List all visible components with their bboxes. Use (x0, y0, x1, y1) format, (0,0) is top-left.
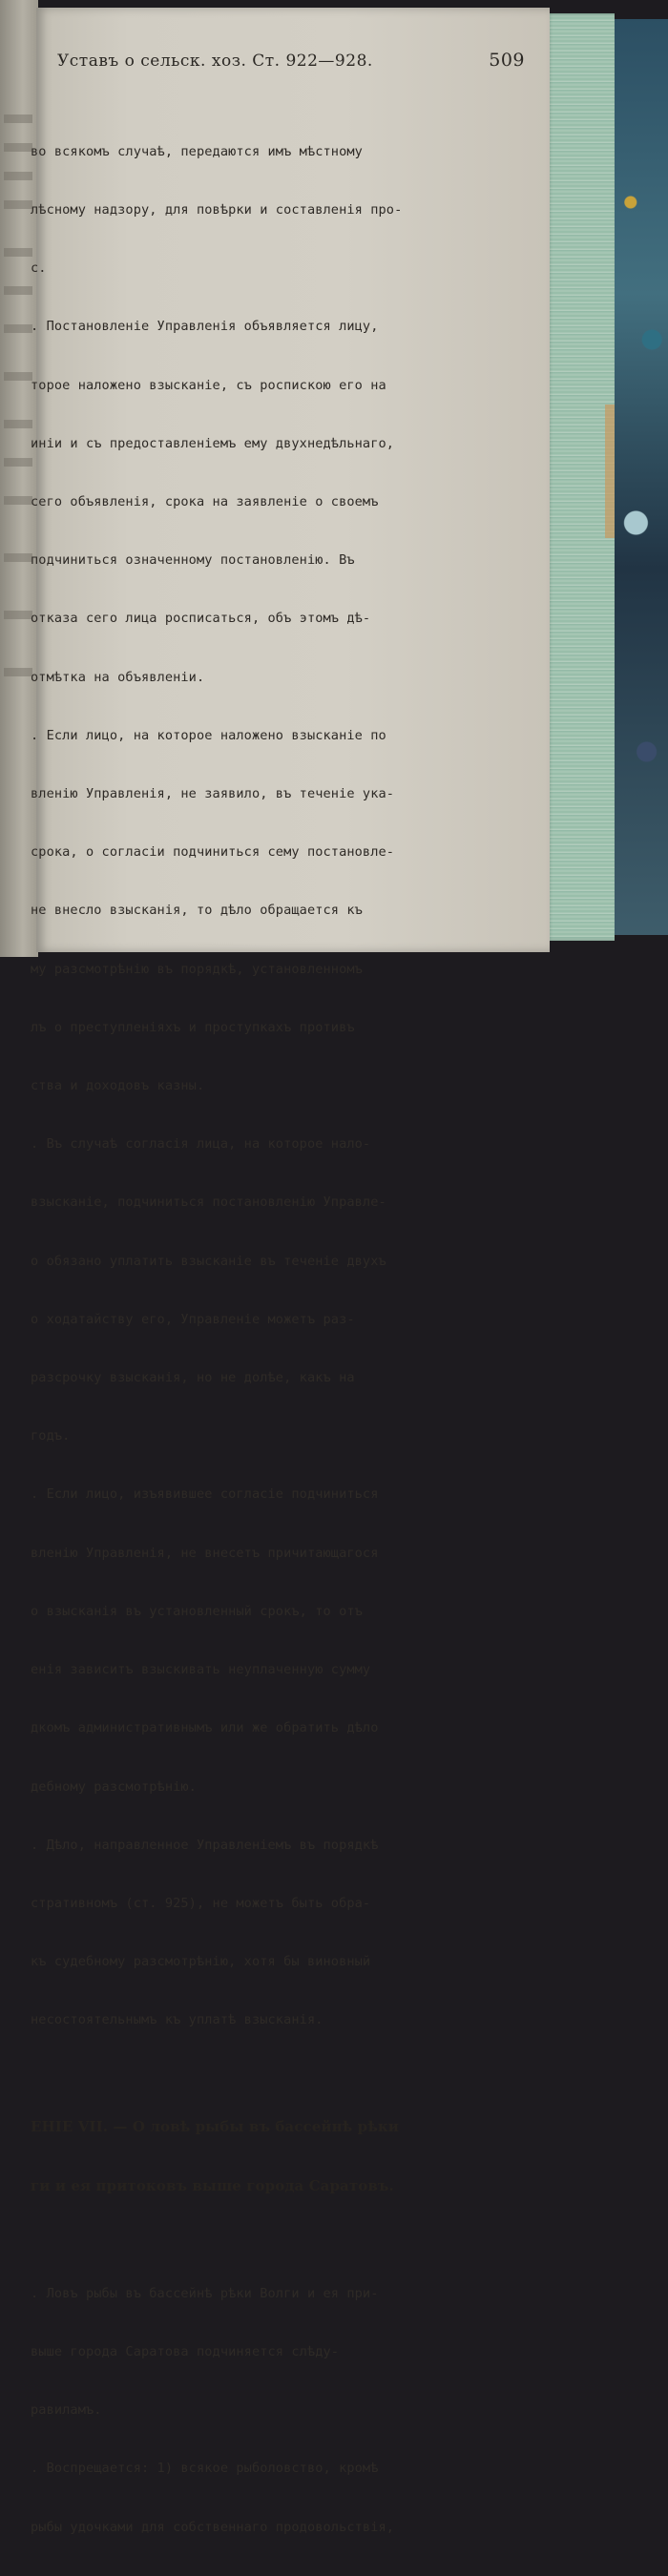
text-line: . Дѣло, направленное Управленіемъ въ порядкѣ (31, 1837, 379, 1853)
text-line: подчиниться означенному постановленію. Въ (31, 552, 355, 569)
text-line: вленію Управленія, не внесетъ причитающагося (31, 1545, 379, 1561)
text-line: торое наложено взысканіе, съ роспискою его на (31, 377, 386, 393)
section-heading: ги и ея притоковъ выше города Саратовъ. (31, 2177, 394, 2195)
text-line: . Постановленіе Управленія объявляется лицу, (31, 319, 379, 335)
text-line: отказа сего лица росписаться, объ этомъ дѣ- (31, 611, 371, 627)
edge-stain (605, 405, 615, 538)
text-line: несостоятельнымъ къ уплатѣ взысканія. (31, 2012, 324, 2028)
text-line: . Воспрещается: 1) всякое рыболовство, кромѣ (31, 2461, 379, 2477)
running-title: Уставъ о сельск. хоз. Ст. 922—928. (57, 52, 373, 71)
text-line: стративномъ (ст. 925), не можетъ быть обра- (31, 1895, 371, 1911)
text-line: ства и доходовъ казны. (31, 1078, 205, 1094)
text-line: о ходатайству его, Управленіе можетъ раз- (31, 1311, 355, 1327)
text-line: дкомъ административнымъ или же обратить дѣло (31, 1720, 379, 1736)
text-line: лъ о преступленіяхъ и проступкахъ противъ (31, 1019, 355, 1035)
text-line: му разсмотрѣнію въ порядкѣ, установленномъ (31, 961, 363, 977)
text-line: лѣсному надзору, для повѣрки и составленія про- (31, 202, 403, 218)
text-line: . Если лицо, изъявившее согласіе подчиниться (31, 1486, 379, 1503)
text-line: разсрочку взысканія, но не долѣе, какъ на (31, 1370, 355, 1386)
marbled-cover (615, 19, 668, 935)
text-line: годъ. (31, 1428, 71, 1444)
text-line: . Если лицо, на которое наложено взысканіе по (31, 727, 386, 743)
text-line: не внесло взысканія, то дѣло обращается къ (31, 903, 363, 919)
text-line: къ судебному разсмотрѣнію, хотя бы виновный (31, 1954, 371, 1970)
section-heading: ЕНІЕ VII. — О ловѣ рыбы въ бассейнѣ рѣки (31, 2118, 400, 2136)
text-line: с. (31, 260, 47, 277)
text-line: о взысканія въ установленный срокъ, то отъ (31, 1603, 363, 1619)
text-line: сего объявленія, срока на заявленіе о своемъ (31, 494, 379, 510)
page-header (57, 52, 525, 74)
text-line: вленію Управленія, не заявило, въ теченіе ука- (31, 786, 395, 802)
text-line: о обязано уплатить взысканіе въ теченіе двухъ (31, 1253, 386, 1269)
text-line: во всякомъ случаѣ, передаются имъ мѣстному (31, 143, 363, 159)
text-line: дебному разсмотрѣнію. (31, 1778, 197, 1795)
text-line: равиламъ. (31, 2402, 102, 2419)
text-line: иніи и съ предоставленіемъ ему двухнедѣльнаго, (31, 435, 395, 451)
text-line: енія зависитъ взыскивать неуплаченную сумму (31, 1662, 371, 1678)
text-line: выше города Саратова подчиняется слѣду- (31, 2343, 340, 2359)
text-line: . Въ случаѣ согласія лица, на которое нало- (31, 1136, 371, 1153)
page-number: 509 (489, 50, 525, 71)
text-line: рыбы удочками для собственнаго продовольствія, (31, 2519, 395, 2535)
text-line: . Ловъ рыбы въ бассейнѣ рѣки Волги и ея при- (31, 2285, 379, 2301)
text-line: отмѣтка на объявленіи. (31, 669, 205, 685)
text-line: взысканіе, подчиниться постановленію Управле- (31, 1195, 386, 1211)
text-line: срока, о согласіи подчиниться сему постановле- (31, 844, 395, 861)
book-page (31, 8, 550, 2535)
book-page-edges (546, 13, 615, 941)
page-body (31, 103, 538, 2576)
